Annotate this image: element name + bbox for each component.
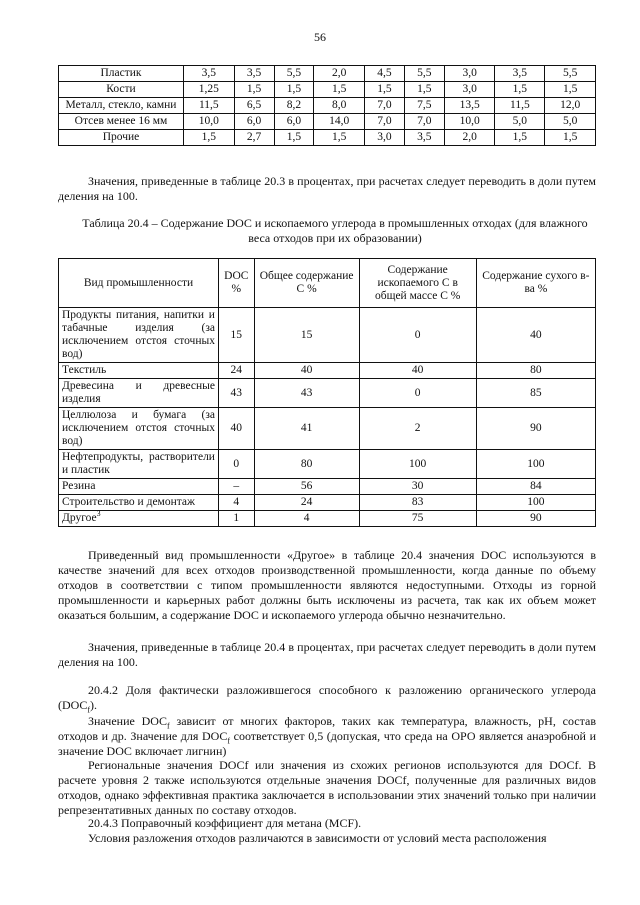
value-cell-dry: 40 xyxy=(476,308,595,363)
table-cell: 1,5 xyxy=(495,130,545,146)
table-row xyxy=(59,450,596,479)
paragraph-decomposition-conditions: Условия разложения отходов различаются в зависимости от условий места расположения xyxy=(88,831,547,845)
value-cell-dry: 100 xyxy=(476,450,595,479)
table-cell: 11,5 xyxy=(495,98,545,114)
table-cell: 12,0 xyxy=(545,98,596,114)
value-cell-doc: 4 xyxy=(218,495,254,511)
value-cell-total-c: 43 xyxy=(254,379,359,408)
value-cell-doc: 15 xyxy=(218,308,254,363)
table-cell: 1,5 xyxy=(314,130,365,146)
value-cell-doc: 43 xyxy=(218,379,254,408)
value-cell-dry: 85 xyxy=(476,379,595,408)
table-row xyxy=(59,511,596,527)
row-label: Прочие xyxy=(59,130,184,146)
paragraph-table-20-4-note: Значения, приведенные в таблице 20.4 в процентах, при расчетах следует переводить в доли путем деления на 100. xyxy=(58,640,596,669)
table-cell: 14,0 xyxy=(314,114,365,130)
value-cell-fossil-c: 100 xyxy=(359,450,476,479)
table-cell: 6,0 xyxy=(234,114,274,130)
table-row xyxy=(59,82,596,98)
table-20-3-continuation xyxy=(58,65,596,146)
value-cell-dry: 80 xyxy=(476,363,595,379)
header-total-c: Общее содержание С % xyxy=(254,259,359,308)
industry-cell: Продукты питания, напитки и табачные изделия (за исключением отстоя сточных вод) xyxy=(59,308,219,363)
industry-cell: Текстиль xyxy=(59,363,219,379)
table-cell: 13,5 xyxy=(444,98,495,114)
table-cell: 6,0 xyxy=(274,114,314,130)
table-cell: 1,5 xyxy=(495,82,545,98)
table-cell: 4,5 xyxy=(365,66,405,82)
value-cell-doc: 0 xyxy=(218,450,254,479)
value-cell-fossil-c: 2 xyxy=(359,408,476,450)
table-cell: 3,0 xyxy=(444,82,495,98)
value-cell-total-c: 15 xyxy=(254,308,359,363)
table-20-4 xyxy=(58,258,596,527)
header-doc: DOC % xyxy=(218,259,254,308)
value-cell-fossil-c: 40 xyxy=(359,363,476,379)
paragraph-other-industry: Приведенный вид промышленности «Другое» в таблице 20.4 значения DOC используются в качестве значений для всех отходов производственной промышленности, когда данные по объему отходов в соответствии с типом промышленности являются недоступными. Отходы из горной промышленности и карьерных работ должны быть исключены из расчета, так как их объем может оказаться большим, а содержание DOC и ископаемого углерода обычно незначительно. xyxy=(58,548,596,622)
paragraph-regional-docf: Региональные значения DOCf или значения из схожих регионов используются для DOCf. В расчете уровня 2 также используются отдельные значения DOCf, полученные для различных видов отходов, однако эффективная практика заключается в использовании этих значений только при наличии репрезентативных данных по составу отходов. xyxy=(58,758,596,817)
table-cell: 3,5 xyxy=(234,66,274,82)
page-number: 56 xyxy=(314,30,326,44)
row-label: Кости xyxy=(59,82,184,98)
value-cell-doc: 1 xyxy=(218,511,254,527)
table-cell: 2,0 xyxy=(314,66,365,82)
row-label: Пластик xyxy=(59,66,184,82)
table-row xyxy=(59,379,596,408)
table-cell: 3,0 xyxy=(444,66,495,82)
value-cell-total-c: 40 xyxy=(254,363,359,379)
table-cell: 11,5 xyxy=(184,98,235,114)
table-cell: 1,5 xyxy=(314,82,365,98)
industry-cell: Нефтепродукты, растворители и пластик xyxy=(59,450,219,479)
table-cell: 1,5 xyxy=(184,130,235,146)
table-cell: 6,5 xyxy=(234,98,274,114)
table-cell: 2,7 xyxy=(234,130,274,146)
value-cell-dry: 90 xyxy=(476,511,595,527)
table-cell: 1,5 xyxy=(365,82,405,98)
table-cell: 10,0 xyxy=(184,114,235,130)
table-cell: 5,0 xyxy=(495,114,545,130)
value-cell-fossil-c: 0 xyxy=(359,379,476,408)
table-cell: 10,0 xyxy=(444,114,495,130)
table-row xyxy=(59,363,596,379)
table-cell: 8,0 xyxy=(314,98,365,114)
value-cell-fossil-c: 83 xyxy=(359,495,476,511)
row-label: Металл, стекло, камни xyxy=(59,98,184,114)
table-row xyxy=(59,479,596,495)
table-cell: 3,5 xyxy=(495,66,545,82)
table-cell: 8,2 xyxy=(274,98,314,114)
header-fossil-c: Содержание ископаемого С в общей массе С % xyxy=(359,259,476,308)
industry-cell: Другое$^3$ xyxy=(59,511,219,527)
table-20-4-caption: Таблица 20.4 – Содержание DOC и ископаемого углерода в промышленных отходах (для влажного веса отходов при их образовании) xyxy=(82,216,588,245)
value-cell-doc: 40 xyxy=(218,408,254,450)
table-cell: 1,5 xyxy=(545,130,596,146)
table-cell: 1,5 xyxy=(404,82,444,98)
table-cell: 2,0 xyxy=(444,130,495,146)
industry-cell: Резина xyxy=(59,479,219,495)
table-cell: 3,0 xyxy=(365,130,405,146)
section-20-4-3-heading: 20.4.3 Поправочный коэффициент для метана (MCF). xyxy=(88,816,362,830)
table-cell: 1,5 xyxy=(545,82,596,98)
table-row xyxy=(59,130,596,146)
value-cell-total-c: 80 xyxy=(254,450,359,479)
paragraph-docf-factors: Значение $DOC_f$ зависит от многих факторов, таких как температура, влажность, pH, состав отходов и др. Значение для $DOC_f$ соответствует 0,5 (допуская, что среда на ОРО является анаэробной и значение DOC включает лигнин) xyxy=(58,714,597,758)
industry-cell: Целлюлоза и бумага (за исключением отстоя сточных вод) xyxy=(59,408,219,450)
table-cell: 1,5 xyxy=(234,82,274,98)
table-row xyxy=(59,98,596,114)
industry-cell: Древесина и древесные изделия xyxy=(59,379,219,408)
value-cell-dry: 100 xyxy=(476,495,595,511)
value-cell-dry: 90 xyxy=(476,408,595,450)
value-cell-dry: 84 xyxy=(476,479,595,495)
table-cell: 7,0 xyxy=(404,114,444,130)
industry-cell: Строительство и демонтаж xyxy=(59,495,219,511)
table-cell: 3,5 xyxy=(184,66,235,82)
row-label: Отсев менее 16 мм xyxy=(59,114,184,130)
value-cell-fossil-c: 75 xyxy=(359,511,476,527)
table-row xyxy=(59,495,596,511)
table-row xyxy=(59,66,596,82)
value-cell-total-c: 56 xyxy=(254,479,359,495)
header-dry-matter: Содержание сухого в-ва % xyxy=(476,259,595,308)
section-20-4-2-heading: 20.4.2 Доля фактически разложившегося способного к разложению органического углерода $(DOC_f)$. xyxy=(58,683,596,715)
value-cell-total-c: 24 xyxy=(254,495,359,511)
value-cell-total-c: 4 xyxy=(254,511,359,527)
header-industry: Вид промышленности xyxy=(59,259,219,308)
table-cell: 5,5 xyxy=(274,66,314,82)
table-cell: 1,25 xyxy=(184,82,235,98)
table-cell: 5,0 xyxy=(545,114,596,130)
value-cell-total-c: 41 xyxy=(254,408,359,450)
table-row xyxy=(59,114,596,130)
value-cell-fossil-c: 30 xyxy=(359,479,476,495)
value-cell-doc: 24 xyxy=(218,363,254,379)
value-cell-fossil-c: 0 xyxy=(359,308,476,363)
table-cell: 7,0 xyxy=(365,114,405,130)
table-cell: 5,5 xyxy=(545,66,596,82)
table-cell: 1,5 xyxy=(274,130,314,146)
value-cell-doc: – xyxy=(218,479,254,495)
table-row xyxy=(59,308,596,363)
paragraph-table-20-3-note: Значения, приведенные в таблице 20.3 в процентах, при расчетах следует переводить в доли путем деления на 100. xyxy=(58,174,596,203)
table-cell: 1,5 xyxy=(274,82,314,98)
table-row xyxy=(59,408,596,450)
table-cell: 3,5 xyxy=(404,130,444,146)
table-cell: 5,5 xyxy=(404,66,444,82)
table-cell: 7,5 xyxy=(404,98,444,114)
table-cell: 7,0 xyxy=(365,98,405,114)
